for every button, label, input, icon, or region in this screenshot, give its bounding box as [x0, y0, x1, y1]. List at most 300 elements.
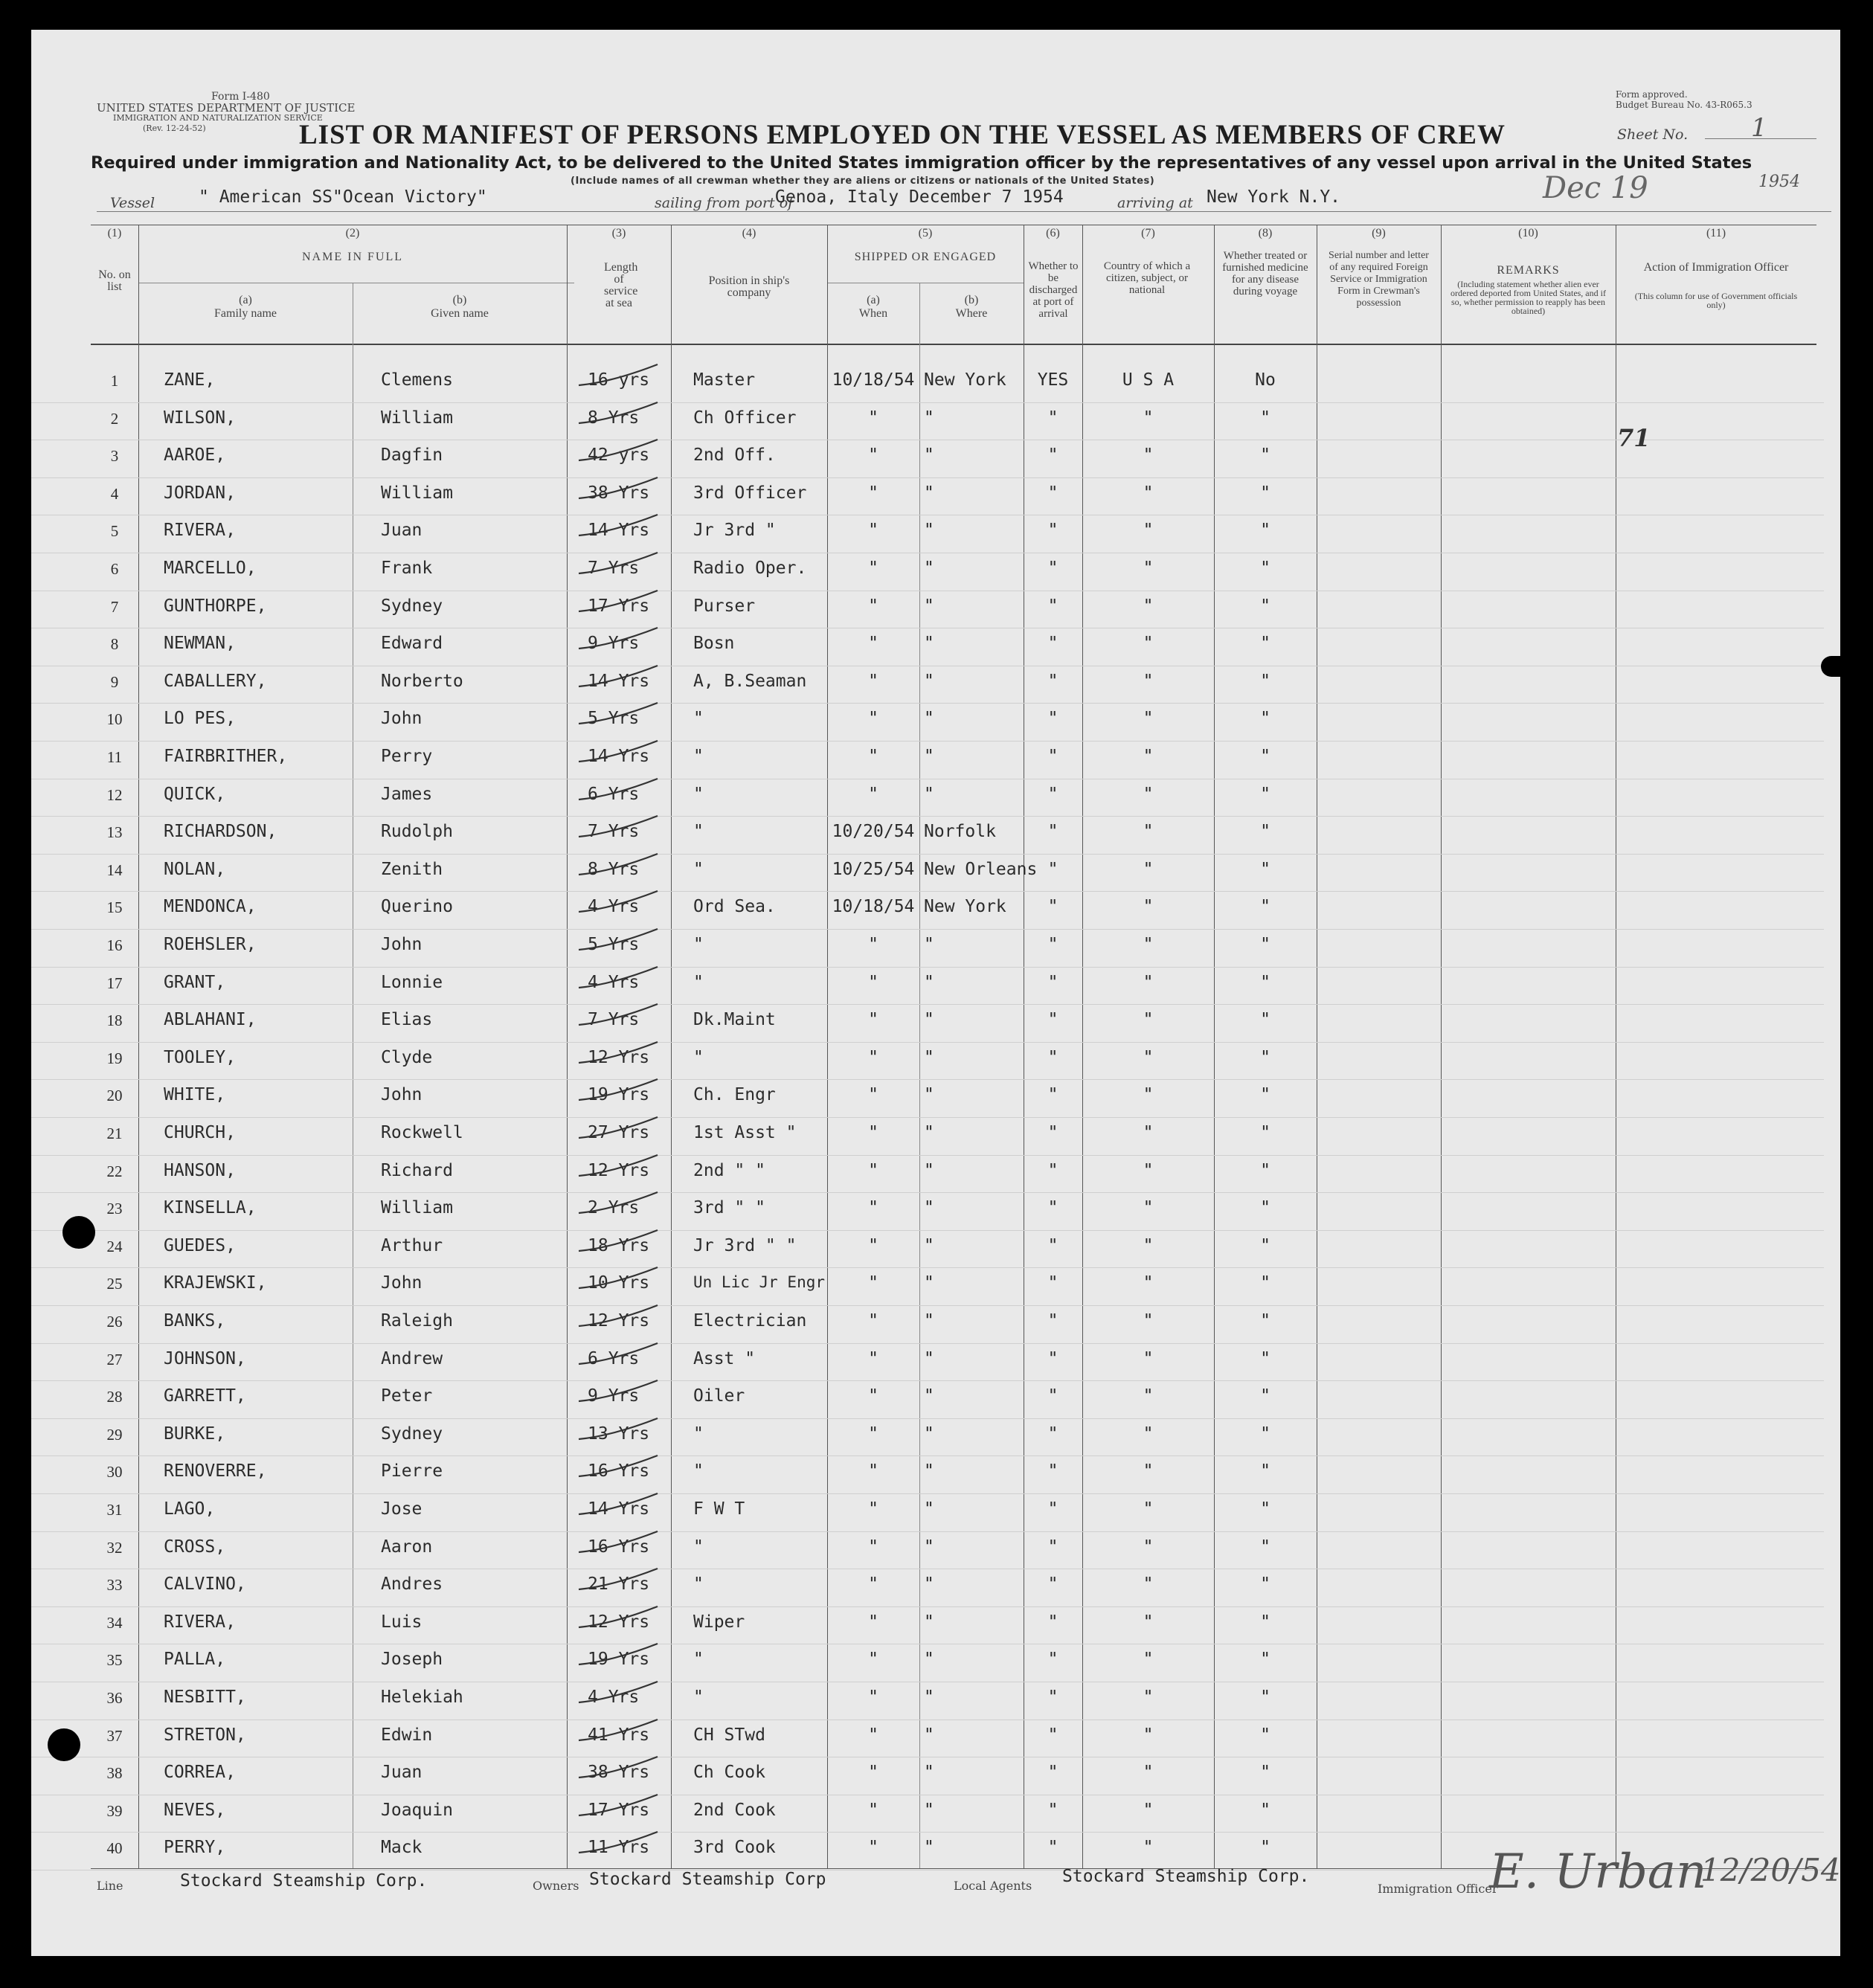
country: " — [1143, 671, 1154, 691]
service-length: 9 Yrs — [588, 634, 640, 654]
country: " — [1143, 1650, 1154, 1670]
position: Wiper — [693, 1612, 745, 1632]
engaged-where: " — [924, 671, 934, 691]
family-name: CORREA, — [164, 1763, 236, 1783]
medicine: " — [1260, 1499, 1270, 1519]
service-length: 11 Yrs — [588, 1838, 650, 1858]
check-mark-icon — [574, 1715, 664, 1745]
discharged: " — [1047, 1650, 1058, 1670]
service-length: 12 Yrs — [588, 1160, 650, 1180]
position: 2nd Off. — [693, 445, 776, 466]
check-mark-icon — [574, 1339, 664, 1368]
medicine: " — [1260, 408, 1270, 428]
col5a-num: (a) — [867, 294, 880, 306]
medicine: " — [1260, 559, 1270, 578]
family-name: KRAJEWSKI, — [164, 1273, 267, 1293]
medicine: " — [1260, 1461, 1270, 1482]
medicine: " — [1260, 859, 1270, 879]
engaged-when: " — [868, 1612, 878, 1632]
engaged-when: " — [868, 1650, 878, 1670]
form-approved: Form approved. — [1616, 89, 1688, 100]
medicine: " — [1260, 521, 1270, 541]
given-name: Lonnie — [381, 972, 443, 992]
service-length: 16 Yrs — [588, 1461, 650, 1482]
discharged: " — [1047, 408, 1058, 428]
engaged-where: " — [924, 1273, 934, 1293]
family-name: BURKE, — [164, 1424, 226, 1444]
engaged-where: " — [924, 935, 934, 954]
check-mark-icon — [574, 736, 664, 766]
check-mark-icon — [574, 623, 664, 653]
discharged: " — [1047, 1537, 1058, 1557]
col6-label: Whether to be discharged at port of arrival — [1028, 260, 1079, 320]
engaged-when: " — [868, 1047, 878, 1067]
medicine: " — [1260, 935, 1270, 954]
country: " — [1143, 1424, 1154, 1444]
country: " — [1143, 784, 1154, 804]
discharged: YES — [1037, 370, 1069, 390]
engaged-where: " — [924, 1800, 934, 1820]
col10-num: (10) — [1518, 227, 1538, 239]
engaged-when: " — [868, 445, 878, 466]
position: Jr 3rd " " — [693, 1235, 797, 1255]
check-mark-icon — [574, 1376, 664, 1406]
engaged-when: " — [868, 1800, 878, 1820]
sailing-port: Genoa, Italy December 7 1954 — [775, 187, 1064, 207]
position: Dk.Maint — [693, 1010, 776, 1030]
engaged-where: " — [924, 747, 934, 766]
service-length: 4 Yrs — [588, 972, 640, 992]
given-name: Edward — [381, 634, 443, 654]
row-number: 33 — [106, 1576, 123, 1595]
engaged-when: " — [868, 935, 878, 954]
check-mark-icon — [574, 924, 664, 954]
position: 3rd Cook — [693, 1838, 776, 1858]
vessel-label: Vessel — [110, 195, 155, 211]
engaged-when: " — [868, 1499, 878, 1519]
engaged-where: " — [924, 1311, 934, 1331]
engaged-where: " — [924, 1386, 934, 1406]
country: " — [1143, 1273, 1154, 1293]
col1-num: (1) — [107, 227, 122, 239]
col2a-label: Family name — [214, 307, 277, 320]
position: Ch. Engr — [693, 1085, 776, 1105]
given-name: William — [381, 408, 453, 428]
engaged-where: " — [924, 559, 934, 578]
service-length: 38 Yrs — [588, 483, 650, 503]
country: " — [1143, 1499, 1154, 1519]
country: " — [1143, 1348, 1154, 1368]
position: 2nd Cook — [693, 1800, 776, 1820]
engaged-where: " — [924, 521, 934, 541]
vessel-name: " American SS"Ocean Victory" — [199, 187, 487, 207]
row-number: 27 — [106, 1350, 123, 1368]
discharged: " — [1047, 897, 1058, 917]
given-name: James — [381, 784, 433, 804]
discharged: " — [1047, 671, 1058, 691]
country: " — [1143, 897, 1154, 917]
service-length: 18 Yrs — [588, 1235, 650, 1255]
manifest-sheet — [31, 30, 1840, 1956]
row-number: 35 — [106, 1651, 123, 1670]
row-number: 25 — [106, 1275, 123, 1293]
service-length: 7 Yrs — [588, 559, 640, 578]
position: " — [693, 1650, 704, 1670]
engaged-where: " — [924, 1198, 934, 1218]
medicine: " — [1260, 1085, 1270, 1105]
row-number: 32 — [106, 1538, 123, 1557]
row-number: 11 — [106, 748, 123, 766]
engaged-where: " — [924, 483, 934, 503]
engaged-where: New Orleans — [924, 859, 1038, 879]
officer-signature: E. Urban — [1489, 1844, 1707, 1899]
medicine: " — [1260, 784, 1270, 804]
check-mark-icon — [574, 1414, 664, 1444]
country: " — [1143, 859, 1154, 879]
engaged-when: " — [868, 1688, 878, 1707]
discharged: " — [1047, 1424, 1058, 1444]
col3-num: (3) — [611, 227, 626, 239]
given-name: Perry — [381, 747, 433, 766]
check-mark-icon — [574, 548, 664, 578]
page-title: LIST OR MANIFEST OF PERSONS EMPLOYED ON THE VESSEL AS MEMBERS OF CREW — [299, 120, 1506, 150]
owners-value: Stockard Steamship Corp — [589, 1870, 826, 1889]
engaged-where: New York — [924, 370, 1006, 390]
engaged-where: Norfolk — [924, 822, 996, 842]
col10-sub: (Including statement whether alien ever ordered deported from United States, and if so, whether permission to reapply has been obtained) — [1450, 279, 1606, 316]
discharged: " — [1047, 445, 1058, 466]
discharged: " — [1047, 1763, 1058, 1783]
engaged-when: " — [868, 408, 878, 428]
family-name: NEWMAN, — [164, 634, 236, 654]
edge-tab — [1821, 656, 1840, 677]
service-length: 16 yrs — [588, 370, 650, 390]
family-name: RIVERA, — [164, 521, 236, 541]
country: " — [1143, 408, 1154, 428]
given-name: Edwin — [381, 1725, 433, 1745]
given-name: Pierre — [381, 1461, 443, 1482]
service-length: 17 Yrs — [588, 1800, 650, 1820]
engaged-where: " — [924, 784, 934, 804]
col7-label: Country of which a citizen, subject, or national — [1103, 260, 1191, 296]
col11-num: (11) — [1706, 227, 1726, 239]
row-number: 4 — [110, 484, 119, 503]
medicine: " — [1260, 1235, 1270, 1255]
service-length: 9 Yrs — [588, 1386, 640, 1406]
position: F W T — [693, 1499, 745, 1519]
row-number: 18 — [106, 1011, 123, 1030]
col7-num: (7) — [1141, 227, 1155, 239]
engaged-when: 10/18/54 — [832, 897, 915, 917]
country: " — [1143, 1537, 1154, 1557]
family-name: BANKS, — [164, 1311, 226, 1331]
country: " — [1143, 1085, 1154, 1105]
discharged: " — [1047, 521, 1058, 541]
engaged-when: " — [868, 521, 878, 541]
row-number: 31 — [106, 1501, 123, 1519]
engaged-when: " — [868, 1273, 878, 1293]
engaged-where: " — [924, 1424, 934, 1444]
medicine: " — [1260, 483, 1270, 503]
row-number: 9 — [110, 672, 119, 691]
medicine: " — [1260, 1273, 1270, 1293]
engaged-when: 10/25/54 — [832, 859, 915, 879]
service-length: 17 Yrs — [588, 596, 650, 616]
engaged-where: " — [924, 1612, 934, 1632]
given-name: Clemens — [381, 370, 453, 390]
check-mark-icon — [574, 1075, 664, 1104]
col2b-label: Given name — [431, 307, 489, 320]
discharged: " — [1047, 1010, 1058, 1030]
service-length: 12 Yrs — [588, 1612, 650, 1632]
engaged-where: " — [924, 1838, 934, 1858]
engaged-where: " — [924, 1499, 934, 1519]
medicine: " — [1260, 897, 1270, 917]
country: " — [1143, 747, 1154, 766]
position: A, B.Seaman — [693, 671, 807, 691]
col1-label: No. on list — [98, 268, 131, 293]
check-mark-icon — [574, 1752, 664, 1782]
country: " — [1143, 596, 1154, 616]
engaged-where: " — [924, 1047, 934, 1067]
given-name: John — [381, 1273, 423, 1293]
punch-hole-top — [62, 1216, 95, 1249]
service-length: 13 Yrs — [588, 1424, 650, 1444]
service-length: 4 Yrs — [588, 1688, 640, 1707]
country: " — [1143, 1461, 1154, 1482]
country: " — [1143, 822, 1154, 842]
position: Electrician — [693, 1311, 807, 1331]
given-name: Juan — [381, 521, 423, 541]
position: " — [693, 1688, 704, 1707]
given-name: John — [381, 709, 423, 729]
discharged: " — [1047, 1311, 1058, 1331]
country: " — [1143, 1010, 1154, 1030]
engaged-when: " — [868, 1010, 878, 1030]
country: " — [1143, 1235, 1154, 1255]
given-name: Juan — [381, 1763, 423, 1783]
country: " — [1143, 634, 1154, 654]
col2-num: (2) — [345, 227, 360, 239]
discharged: " — [1047, 1725, 1058, 1745]
discharged: " — [1047, 1574, 1058, 1595]
agents-label: Local Agents — [954, 1879, 1032, 1893]
family-name: CHURCH, — [164, 1123, 236, 1142]
service-length: 42 yrs — [588, 445, 650, 466]
engaged-when: " — [868, 1424, 878, 1444]
discharged: " — [1047, 559, 1058, 578]
col9-num: (9) — [1372, 227, 1386, 239]
given-name: Sydney — [381, 1424, 443, 1444]
engaged-when: " — [868, 559, 878, 578]
engaged-when: 10/18/54 — [832, 370, 915, 390]
row-number: 22 — [106, 1162, 123, 1180]
service-length: 10 Yrs — [588, 1273, 650, 1293]
discharged: " — [1047, 1348, 1058, 1368]
check-mark-icon — [574, 1451, 664, 1481]
family-name: MENDONCA, — [164, 897, 257, 917]
row-number: 15 — [106, 898, 123, 917]
officer-date: 12/20/54 — [1700, 1852, 1841, 1888]
given-name: Raleigh — [381, 1311, 453, 1331]
engaged-where: " — [924, 1574, 934, 1595]
col10-label: REMARKS — [1497, 264, 1560, 277]
family-name: RICHARDSON, — [164, 822, 277, 842]
row-number: 30 — [106, 1463, 123, 1482]
position: " — [693, 1047, 704, 1067]
check-mark-icon — [574, 1639, 664, 1669]
row-number: 40 — [106, 1839, 123, 1858]
family-name: ABLAHANI, — [164, 1010, 257, 1030]
engaged-when: 10/20/54 — [832, 822, 915, 842]
owners-label: Owners — [533, 1879, 579, 1893]
check-mark-icon — [574, 661, 664, 691]
given-name: Richard — [381, 1160, 453, 1180]
check-mark-icon — [574, 1790, 664, 1820]
arrival-year: 1954 — [1758, 173, 1800, 191]
discharged: " — [1047, 1499, 1058, 1519]
engaged-where: " — [924, 408, 934, 428]
family-name: FAIRBRITHER, — [164, 747, 288, 766]
position: Ch Cook — [693, 1763, 765, 1783]
service-length: 12 Yrs — [588, 1311, 650, 1331]
row-number: 5 — [110, 522, 119, 541]
col4-label: Position in ship's company — [708, 274, 790, 299]
budget-bureau: Budget Bureau No. 43-R065.3 — [1616, 100, 1752, 110]
engaged-where: " — [924, 1461, 934, 1482]
position: 1st Asst " — [693, 1123, 797, 1142]
family-name: WILSON, — [164, 408, 236, 428]
country: " — [1143, 1047, 1154, 1067]
service-length: 16 Yrs — [588, 1537, 650, 1557]
engaged-when: " — [868, 1348, 878, 1368]
country: " — [1143, 1123, 1154, 1142]
given-name: Querino — [381, 897, 453, 917]
col5b-num: (b) — [964, 294, 979, 306]
country: " — [1143, 1574, 1154, 1595]
family-name: LO PES, — [164, 709, 236, 729]
engaged-when: " — [868, 1160, 878, 1180]
given-name: Elias — [381, 1010, 433, 1030]
country: " — [1143, 1160, 1154, 1180]
check-mark-icon — [574, 473, 664, 503]
given-name: Sydney — [381, 596, 443, 616]
position: " — [693, 709, 704, 729]
medicine: " — [1260, 634, 1270, 654]
medicine: " — [1260, 596, 1270, 616]
family-name: KINSELLA, — [164, 1198, 257, 1218]
form-number: Form I-480 — [211, 91, 270, 103]
position: Purser — [693, 596, 756, 616]
medicine: No — [1255, 370, 1276, 390]
engaged-where: " — [924, 1537, 934, 1557]
family-name: AAROE, — [164, 445, 226, 466]
service-length: 21 Yrs — [588, 1574, 650, 1595]
engaged-where: " — [924, 596, 934, 616]
sheet-number: 1 — [1751, 113, 1767, 143]
discharged: " — [1047, 1800, 1058, 1820]
service: IMMIGRATION AND NATURALIZATION SERVICE — [113, 113, 323, 123]
discharged: " — [1047, 1085, 1058, 1105]
position: 3rd Officer — [693, 483, 807, 503]
country: " — [1143, 1838, 1154, 1858]
engaged-when: " — [868, 596, 878, 616]
given-name: William — [381, 483, 453, 503]
service-length: 7 Yrs — [588, 1010, 640, 1030]
family-name: LAGO, — [164, 1499, 216, 1519]
row-number: 21 — [106, 1125, 123, 1142]
check-mark-icon — [574, 1188, 664, 1217]
check-mark-icon — [574, 698, 664, 728]
service-length: 6 Yrs — [588, 784, 640, 804]
given-name: Arthur — [381, 1235, 443, 1255]
engaged-when: " — [868, 784, 878, 804]
given-name: William — [381, 1198, 453, 1218]
position: " — [693, 822, 704, 842]
given-name: Andres — [381, 1574, 443, 1595]
check-mark-icon — [574, 1677, 664, 1707]
position: 3rd " " — [693, 1198, 765, 1218]
service-length: 19 Yrs — [588, 1650, 650, 1670]
engaged-when: " — [868, 671, 878, 691]
check-mark-icon — [574, 1113, 664, 1142]
country: " — [1143, 1198, 1154, 1218]
country: " — [1143, 559, 1154, 578]
row-number: 16 — [106, 936, 123, 954]
family-name: RIVERA, — [164, 1612, 236, 1632]
country: " — [1143, 521, 1154, 541]
check-mark-icon — [574, 1301, 664, 1331]
discharged: " — [1047, 935, 1058, 954]
engaged-where: " — [924, 1763, 934, 1783]
col2-label: NAME IN FULL — [302, 251, 403, 263]
row-number: 20 — [106, 1087, 123, 1105]
position: Oiler — [693, 1386, 745, 1406]
given-name: John — [381, 935, 423, 954]
check-mark-icon — [574, 510, 664, 540]
position: Ord Sea. — [693, 897, 776, 917]
row-number: 38 — [106, 1764, 123, 1783]
discharged: " — [1047, 972, 1058, 992]
engaged-where: " — [924, 972, 934, 992]
medicine: " — [1260, 1537, 1270, 1557]
service-length: 5 Yrs — [588, 709, 640, 729]
col6-num: (6) — [1046, 227, 1060, 239]
service-length: 14 Yrs — [588, 521, 650, 541]
engaged-where: " — [924, 1010, 934, 1030]
country: " — [1143, 935, 1154, 954]
country: " — [1143, 709, 1154, 729]
check-mark-icon — [574, 1602, 664, 1632]
engaged-where: " — [924, 1123, 934, 1142]
position: " — [693, 1424, 704, 1444]
check-mark-icon — [574, 1263, 664, 1293]
given-name: Zenith — [381, 859, 443, 879]
position: " — [693, 972, 704, 992]
family-name: NESBITT, — [164, 1688, 246, 1707]
country: " — [1143, 1386, 1154, 1406]
discharged: " — [1047, 822, 1058, 842]
check-mark-icon — [574, 1827, 664, 1857]
row-number: 36 — [106, 1689, 123, 1707]
officer-label: Immigration Officer — [1378, 1882, 1498, 1896]
check-mark-icon — [574, 774, 664, 804]
row-number: 6 — [110, 560, 119, 578]
arrival-date: Dec 19 — [1543, 171, 1648, 205]
check-mark-icon — [574, 435, 664, 465]
arriving-port: New York N.Y. — [1207, 187, 1341, 207]
given-name: Dagfin — [381, 445, 443, 466]
